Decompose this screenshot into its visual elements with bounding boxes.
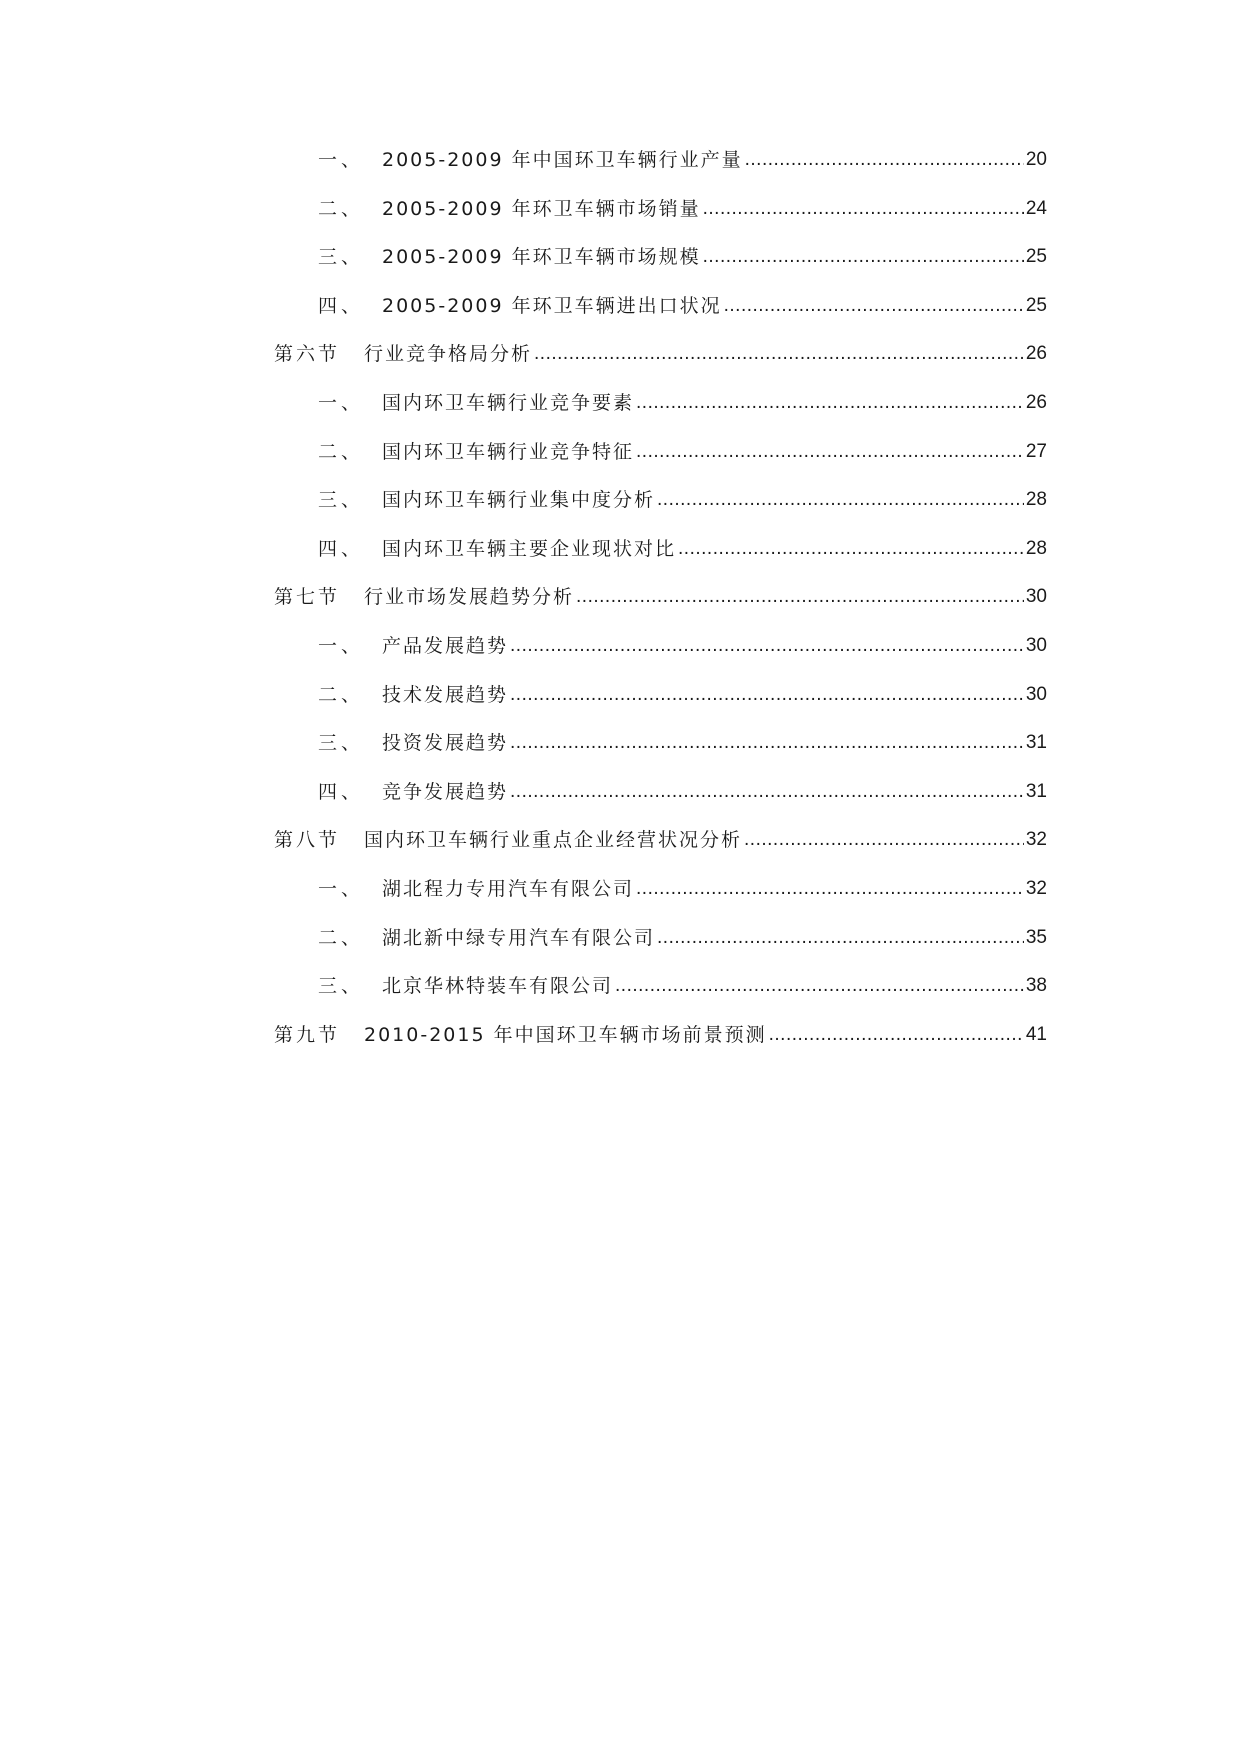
toc-entry-title: 行业竞争格局分析 — [364, 343, 533, 366]
toc-entry-title: 2005-2009 年环卫车辆进出口状况 — [382, 294, 722, 317]
toc-entry-page: 30 — [1025, 634, 1047, 656]
toc-entry-number: 四、 — [318, 780, 365, 803]
toc-entry-number: 三、 — [318, 246, 365, 269]
toc-entry-title: 投资发展趋势 — [382, 732, 509, 755]
toc-entry-number: 一、 — [318, 149, 365, 171]
toc-entry-title: 湖北程力专用汽车有限公司 — [382, 877, 635, 900]
table-of-contents — [0, 146, 1241, 1069]
toc-section-entry[interactable] — [0, 1021, 1241, 1070]
toc-entry-number: 第八节 — [274, 829, 341, 852]
toc-dot-leader — [534, 340, 1024, 368]
toc-entry-title: 2005-2009 年环卫车辆市场销量 — [382, 197, 701, 220]
toc-entry-number: 三、 — [318, 732, 365, 755]
toc-entry[interactable] — [0, 632, 1241, 681]
toc-entry-number: 二、 — [318, 440, 365, 463]
toc-entry-title: 国内环卫车辆行业重点企业经营状况分析 — [364, 829, 743, 852]
toc-entry-page: 30 — [1025, 683, 1047, 705]
toc-entry[interactable] — [0, 875, 1241, 924]
toc-entry-number: 二、 — [318, 197, 365, 220]
toc-section-entry[interactable] — [0, 826, 1241, 875]
toc-entry-number: 四、 — [318, 294, 365, 317]
toc-entry[interactable] — [0, 778, 1241, 827]
toc-dot-leader — [678, 535, 1024, 563]
toc-entry-number: 一、 — [318, 391, 365, 414]
toc-entry[interactable] — [0, 292, 1241, 341]
toc-dot-leader — [636, 389, 1024, 417]
toc-dot-leader — [636, 875, 1024, 903]
toc-entry-page: 41 — [1025, 1023, 1047, 1045]
toc-entry-page: 25 — [1025, 246, 1047, 268]
toc-entry[interactable] — [0, 146, 1241, 195]
toc-dot-leader — [744, 826, 1024, 854]
toc-entry-title: 2010-2015 年中国环卫车辆市场前景预测 — [364, 1023, 767, 1046]
toc-dot-leader — [510, 632, 1024, 660]
toc-dot-leader — [724, 292, 1024, 320]
toc-entry[interactable] — [0, 535, 1241, 584]
toc-entry-number: 一、 — [318, 634, 365, 657]
toc-entry-title: 产品发展趋势 — [382, 634, 509, 657]
toc-entry[interactable] — [0, 972, 1241, 1021]
toc-entry-page: 20 — [1025, 149, 1047, 170]
toc-entry[interactable] — [0, 438, 1241, 487]
toc-entry-title: 国内环卫车辆行业竞争特征 — [382, 440, 635, 463]
toc-entry-page: 27 — [1025, 440, 1047, 462]
toc-dot-leader — [769, 1021, 1024, 1049]
toc-entry-number: 三、 — [318, 975, 365, 998]
toc-entry-title: 北京华林特装车有限公司 — [382, 975, 614, 998]
toc-entry-page: 31 — [1025, 780, 1047, 802]
toc-entry-title: 国内环卫车辆行业竞争要素 — [382, 391, 635, 414]
toc-entry-number: 二、 — [318, 926, 365, 949]
toc-entry-number: 第七节 — [274, 586, 341, 609]
toc-entry[interactable] — [0, 389, 1241, 438]
toc-entry-page: 31 — [1025, 732, 1047, 754]
toc-entry-page: 28 — [1025, 489, 1047, 511]
toc-entry-page: 32 — [1025, 877, 1047, 899]
toc-dot-leader — [657, 924, 1024, 952]
toc-entry-title: 行业市场发展趋势分析 — [364, 586, 575, 609]
toc-entry-number: 一、 — [318, 877, 365, 900]
toc-entry-page: 38 — [1025, 975, 1047, 997]
toc-entry-page: 26 — [1025, 343, 1047, 365]
toc-entry-page: 32 — [1025, 829, 1047, 851]
toc-dot-leader — [636, 438, 1024, 466]
toc-entry-page: 24 — [1025, 197, 1047, 219]
toc-entry-number: 三、 — [318, 489, 365, 512]
toc-entry[interactable] — [0, 486, 1241, 535]
toc-dot-leader — [703, 243, 1024, 271]
toc-dot-leader — [510, 729, 1024, 757]
toc-entry-number: 二、 — [318, 683, 365, 706]
toc-entry-page: 28 — [1025, 537, 1047, 559]
toc-entry[interactable] — [0, 924, 1241, 973]
toc-dot-leader — [510, 778, 1024, 806]
toc-section-entry[interactable] — [0, 583, 1241, 632]
toc-entry-page: 30 — [1025, 586, 1047, 608]
toc-entry-page: 26 — [1025, 391, 1047, 413]
toc-entry-title: 湖北新中绿专用汽车有限公司 — [382, 926, 656, 949]
toc-dot-leader — [510, 681, 1024, 709]
toc-entry-title: 2005-2009 年环卫车辆市场规模 — [382, 246, 701, 269]
toc-entry-number: 第九节 — [274, 1023, 341, 1046]
toc-dot-leader — [703, 195, 1024, 223]
toc-entry-title: 技术发展趋势 — [382, 683, 509, 706]
toc-entry-number: 第六节 — [274, 343, 341, 366]
toc-dot-leader — [745, 146, 1024, 174]
toc-entry[interactable] — [0, 195, 1241, 244]
toc-entry-title: 国内环卫车辆行业集中度分析 — [382, 489, 656, 512]
toc-entry[interactable] — [0, 681, 1241, 730]
toc-entry-title: 国内环卫车辆主要企业现状对比 — [382, 537, 677, 560]
toc-entry-title: 2005-2009 年中国环卫车辆行业产量 — [382, 149, 743, 171]
toc-entry-number: 四、 — [318, 537, 365, 560]
toc-entry[interactable] — [0, 729, 1241, 778]
toc-entry-page: 35 — [1025, 926, 1047, 948]
toc-dot-leader — [615, 972, 1024, 1000]
toc-entry-page: 25 — [1025, 294, 1047, 316]
toc-entry-title: 竞争发展趋势 — [382, 780, 509, 803]
toc-dot-leader — [657, 486, 1024, 514]
toc-dot-leader — [576, 583, 1024, 611]
toc-section-entry[interactable] — [0, 340, 1241, 389]
toc-entry[interactable] — [0, 243, 1241, 292]
